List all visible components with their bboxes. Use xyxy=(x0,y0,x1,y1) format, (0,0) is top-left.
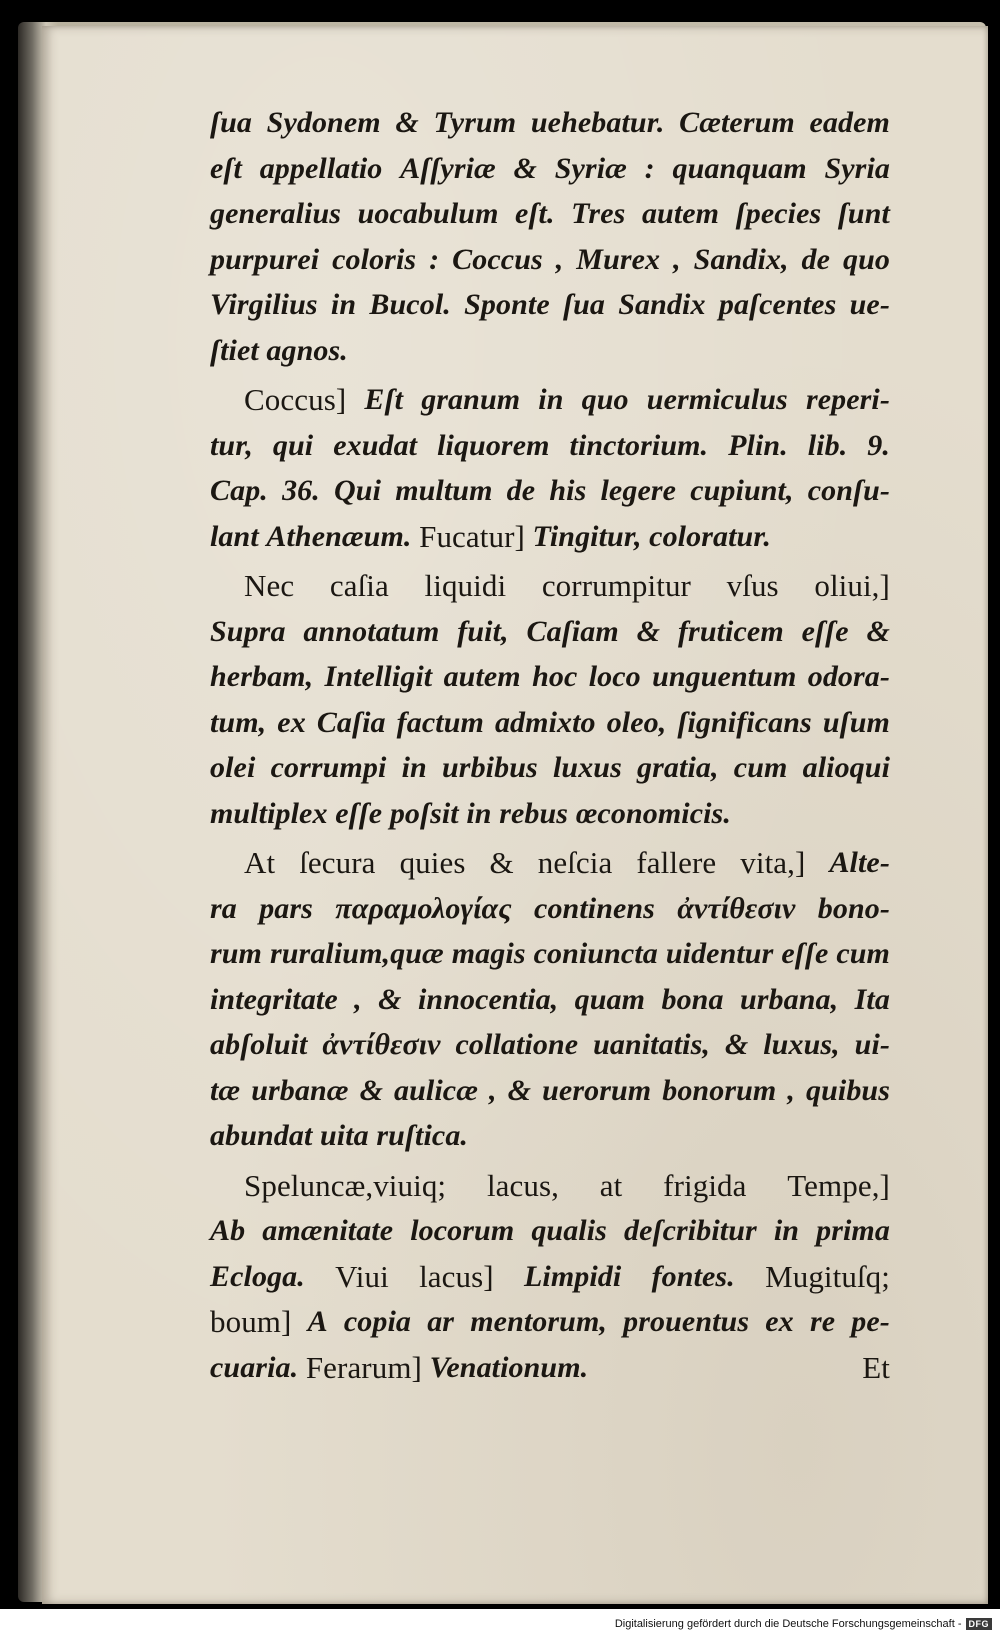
lemma-word: oliui,] xyxy=(814,568,890,603)
commentary-word: qui xyxy=(272,428,314,462)
commentary-word: coloris xyxy=(332,242,417,276)
commentary-word: Alte- xyxy=(829,846,890,879)
commentary-word: Sydonem xyxy=(266,106,381,139)
commentary-word: urbibus xyxy=(442,751,538,784)
commentary-word: ar xyxy=(427,1305,455,1338)
commentary-word: Caſia xyxy=(316,705,386,739)
commentary-word: purpurei xyxy=(210,242,320,276)
commentary-word: qualis xyxy=(531,1214,607,1247)
commentary-word: & xyxy=(378,982,402,1016)
commentary-word: , xyxy=(673,242,681,276)
commentary-word: odora- xyxy=(807,660,890,693)
commentary-word: Murex xyxy=(576,242,661,276)
catchword: Et xyxy=(862,1349,890,1385)
text-line xyxy=(210,563,890,609)
dfg-logo-icon: DFG xyxy=(966,1618,993,1630)
commentary-word: liquorem xyxy=(437,428,550,462)
commentary-word: generalius xyxy=(210,197,342,230)
commentary-word: & xyxy=(866,614,890,648)
commentary-word: pe- xyxy=(851,1305,890,1338)
commentary-word: 36. xyxy=(282,474,320,507)
text-line xyxy=(210,609,890,655)
commentary-word: Sponte xyxy=(464,288,550,321)
text-line xyxy=(210,1068,890,1114)
commentary-word: cupiunt, xyxy=(690,474,794,507)
commentary-word: eſſe xyxy=(335,796,383,830)
commentary-word: tæ xyxy=(210,1073,241,1107)
text-line xyxy=(210,282,890,328)
commentary-word: in xyxy=(330,288,357,321)
commentary-word: Syriæ xyxy=(554,151,627,185)
commentary-word: Syria xyxy=(824,151,890,185)
commentary-word: ue- xyxy=(849,288,890,321)
commentary-word: reperi- xyxy=(805,383,890,416)
commentary-word: luxus xyxy=(552,751,622,784)
commentary-word: magis xyxy=(451,937,526,970)
commentary-word: conſu- xyxy=(807,474,890,507)
commentary-word: ſunt xyxy=(837,197,890,230)
commentary-word: appellatio xyxy=(259,151,383,185)
commentary-word: uanitatis, xyxy=(593,1028,710,1061)
commentary-word: Intelligit xyxy=(324,660,433,693)
commentary-word: ruralium,quæ xyxy=(269,937,444,970)
text-line xyxy=(210,1208,890,1254)
commentary-word: pars xyxy=(259,891,313,925)
lemma-word: & xyxy=(489,845,514,880)
commentary-word: quanquam xyxy=(672,151,807,185)
commentary-word: eſt xyxy=(210,151,242,185)
commentary-word: ſua xyxy=(563,288,605,321)
commentary-word: in xyxy=(466,796,492,830)
commentary-word: & xyxy=(513,151,537,185)
text-line xyxy=(210,791,890,837)
text-line xyxy=(210,146,890,192)
commentary-word: innocentia, xyxy=(417,982,559,1016)
lemma-word: vſus xyxy=(726,568,779,603)
commentary-word: ſtiet xyxy=(210,333,259,367)
text-line xyxy=(210,1299,890,1345)
commentary-word: paſcentes xyxy=(718,288,837,321)
footer-credit: Digitalisierung gefördert durch die Deutsche Forschungsgemeinschaft - xyxy=(614,1617,962,1630)
commentary-word: in xyxy=(538,383,564,416)
commentary-word: autem xyxy=(641,197,720,230)
commentary-word: ἀντίθεσιν xyxy=(677,891,796,925)
text-line xyxy=(210,1345,890,1391)
commentary-word: olei xyxy=(210,751,256,784)
commentary-word: multiplex xyxy=(210,796,328,830)
text-line xyxy=(210,468,890,514)
commentary-word: Athenæum. xyxy=(266,519,412,553)
commentary-word: poſsit xyxy=(389,796,459,830)
commentary-word: annotatum xyxy=(303,614,440,648)
commentary-word: in xyxy=(773,1214,800,1247)
commentary-word: eadem xyxy=(809,106,890,139)
commentary-word: amænitate xyxy=(262,1214,394,1247)
commentary-word: agnos. xyxy=(266,333,348,367)
commentary-word: copia xyxy=(343,1305,412,1338)
commentary-word: luxus, xyxy=(763,1028,840,1061)
commentary-word: cum xyxy=(733,751,788,784)
lemma-word: at xyxy=(599,1167,623,1203)
lemma-word: quies xyxy=(399,845,466,880)
commentary-word: tinctorium. xyxy=(569,428,709,462)
commentary-word: de xyxy=(801,242,831,276)
commentary-word: , xyxy=(489,1073,497,1107)
commentary-word: quo xyxy=(843,242,890,276)
commentary-word: cum xyxy=(836,937,890,970)
commentary-word: ui- xyxy=(854,1028,890,1061)
commentary-word: : xyxy=(644,151,655,185)
commentary-word: continens xyxy=(534,891,655,925)
lemma-word: caſia xyxy=(329,568,389,603)
commentary-word: corrumpi xyxy=(270,751,387,784)
commentary-word: ſignificans xyxy=(677,705,812,739)
commentary-word: de xyxy=(506,474,536,507)
commentary-word: uidentur xyxy=(665,937,774,970)
commentary-word: admixto xyxy=(494,705,596,739)
text-line xyxy=(210,1254,890,1300)
commentary-word: urbanæ xyxy=(251,1073,349,1107)
text-line xyxy=(210,377,890,423)
lemma-word: neſcia xyxy=(537,845,613,880)
commentary-word: lib. xyxy=(807,428,848,462)
commentary-word: ἀντίθεσιν xyxy=(322,1028,441,1061)
commentary-word: gratia, xyxy=(637,751,719,784)
commentary-word: Ita xyxy=(854,982,890,1016)
commentary-word: coniuncta xyxy=(533,937,658,970)
commentary-word: quam xyxy=(574,982,646,1016)
commentary-word: quo xyxy=(581,383,629,416)
commentary-word: & xyxy=(395,106,419,139)
commentary-word: in xyxy=(401,751,427,784)
commentary-word: exudat xyxy=(333,428,418,462)
commentary-word: prouentus xyxy=(623,1305,750,1338)
lemma-word: lacus] xyxy=(419,1258,494,1294)
commentary-word: Sandix xyxy=(618,288,706,321)
commentary-word: unguentum xyxy=(652,660,797,693)
commentary-word: ſua xyxy=(210,106,252,139)
commentary-word: rum xyxy=(210,937,262,970)
commentary-word: multum xyxy=(395,474,493,507)
commentary-word: loco xyxy=(588,660,641,693)
commentary-word: tur, xyxy=(210,428,253,462)
commentary-word: his xyxy=(549,474,587,507)
commentary-word: Cæterum xyxy=(679,106,795,139)
commentary-word: παραμολογίας xyxy=(335,891,512,925)
commentary-word: legere xyxy=(600,474,677,507)
commentary-word: Ecloga. xyxy=(210,1259,305,1293)
commentary-word: Limpidi xyxy=(523,1259,622,1293)
commentary-word: Venationum. xyxy=(429,1350,589,1384)
commentary-word: Qui xyxy=(334,474,382,507)
commentary-word: oleo, xyxy=(606,705,667,739)
commentary-word: abundat xyxy=(210,1119,313,1152)
commentary-word: Sandix, xyxy=(693,242,789,276)
text-line xyxy=(210,191,890,237)
lemma-word: At xyxy=(244,845,276,880)
commentary-word: & xyxy=(359,1073,384,1107)
commentary-word: granum xyxy=(421,383,521,416)
commentary-word: mentorum, xyxy=(470,1305,607,1338)
commentary-word: Tyrum xyxy=(433,106,517,139)
commentary-word: & xyxy=(636,614,661,648)
lemma-word: corrumpitur xyxy=(541,568,691,603)
commentary-word: uocabulum xyxy=(357,197,499,230)
lemma-word: lacus, xyxy=(486,1167,559,1203)
commentary-word: Tingitur, xyxy=(532,519,642,553)
lemma-word: Coccus] xyxy=(244,382,347,417)
commentary-word: eſſe xyxy=(801,614,849,648)
text-line xyxy=(210,1163,890,1209)
commentary-word: aulicæ xyxy=(394,1073,478,1107)
text-line xyxy=(210,654,890,700)
commentary-word: Eſt xyxy=(364,383,404,416)
text-line xyxy=(210,237,890,283)
commentary-word: lant xyxy=(210,519,259,553)
lemma-word: Tempe,] xyxy=(787,1167,890,1203)
commentary-word: rebus xyxy=(499,796,569,830)
commentary-word: Plin. xyxy=(728,428,788,462)
commentary-word: hoc xyxy=(532,660,578,693)
commentary-word: Cap. xyxy=(210,474,268,507)
commentary-word: fontes. xyxy=(651,1259,735,1293)
commentary-word: A xyxy=(307,1305,328,1338)
commentary-word: bona xyxy=(661,982,724,1016)
text-line xyxy=(210,100,890,146)
commentary-word: integritate xyxy=(210,982,338,1016)
text-line xyxy=(210,1022,890,1068)
commentary-word: eſt. xyxy=(515,197,555,230)
commentary-word: uehebatur. xyxy=(530,106,665,139)
commentary-word: ex xyxy=(277,705,306,739)
lemma-word: frigida xyxy=(663,1167,747,1203)
commentary-word: Ab xyxy=(210,1214,246,1247)
commentary-word: Tres xyxy=(571,197,626,230)
lemma-word: vita,] xyxy=(740,845,806,880)
lemma-word: Fucatur] xyxy=(419,518,525,554)
commentary-word: abſoluit xyxy=(210,1028,308,1061)
commentary-word: bono- xyxy=(817,891,890,925)
commentary-word: Caſiam xyxy=(526,614,619,648)
commentary-word: uita xyxy=(320,1119,369,1152)
lemma-word: ſecura xyxy=(299,845,376,880)
text-line xyxy=(210,700,890,746)
commentary-word: collatione xyxy=(455,1028,579,1061)
commentary-word: quibus xyxy=(806,1073,890,1107)
commentary-word: fuit, xyxy=(457,614,509,648)
commentary-word: prima xyxy=(816,1214,890,1247)
commentary-word: 9. xyxy=(867,428,890,462)
lemma-word: Ferarum] xyxy=(305,1349,422,1385)
lemma-word: liquidi xyxy=(424,568,507,603)
commentary-word: bonorum xyxy=(662,1073,777,1107)
commentary-word: Virgilius xyxy=(210,288,318,321)
commentary-word: eſſe xyxy=(781,937,829,970)
commentary-word: alioqui xyxy=(802,751,890,784)
text-line xyxy=(210,745,890,791)
text-line xyxy=(210,931,890,977)
commentary-word: autem xyxy=(443,660,521,693)
lemma-word: Viui xyxy=(335,1258,389,1294)
commentary-word: uermiculus xyxy=(646,383,788,416)
commentary-word: tum, xyxy=(210,705,267,739)
commentary-word: & xyxy=(724,1028,749,1061)
commentary-word: coloratur. xyxy=(649,519,772,553)
text-line xyxy=(210,328,890,374)
commentary-word: , xyxy=(787,1073,795,1107)
commentary-word: locorum xyxy=(410,1214,515,1247)
lemma-word: Mugituſq; xyxy=(765,1258,890,1294)
commentary-word: ra xyxy=(210,891,237,925)
commentary-word: deſcribitur xyxy=(624,1214,757,1247)
text-line xyxy=(210,840,890,886)
text-line xyxy=(210,423,890,469)
commentary-word: : xyxy=(429,242,440,276)
commentary-word: herbam, xyxy=(210,660,314,693)
commentary-word: ruſtica. xyxy=(376,1119,469,1152)
lemma-word: boum] xyxy=(210,1304,292,1339)
page-text xyxy=(210,100,890,1390)
commentary-word: & xyxy=(507,1073,532,1107)
lemma-word: Nec xyxy=(244,568,295,603)
text-line xyxy=(210,1113,890,1159)
commentary-word: Aſſyriæ xyxy=(400,151,496,185)
text-line xyxy=(210,514,890,560)
commentary-word: fruticem xyxy=(677,614,784,648)
commentary-word: Bucol. xyxy=(369,288,451,321)
digitization-footer xyxy=(0,1609,1000,1638)
commentary-word: urbana, xyxy=(739,982,839,1016)
commentary-word: œconomicis. xyxy=(575,796,731,830)
commentary-word: , xyxy=(354,982,362,1016)
commentary-word: ex xyxy=(765,1305,794,1338)
commentary-word: uerorum xyxy=(542,1073,652,1107)
commentary-word: ſpecies xyxy=(735,197,822,230)
commentary-word: Supra xyxy=(210,614,286,648)
commentary-word: , xyxy=(555,242,564,276)
text-line xyxy=(210,977,890,1023)
commentary-word: factum xyxy=(396,705,484,739)
commentary-word: cuaria. xyxy=(210,1350,299,1384)
commentary-word: re xyxy=(809,1305,836,1338)
lemma-word: Speluncæ,viuiq; xyxy=(244,1167,447,1203)
lemma-word: fallere xyxy=(636,845,717,880)
commentary-word: uſum xyxy=(822,705,890,739)
text-line xyxy=(210,886,890,932)
commentary-word: Coccus xyxy=(452,242,543,276)
